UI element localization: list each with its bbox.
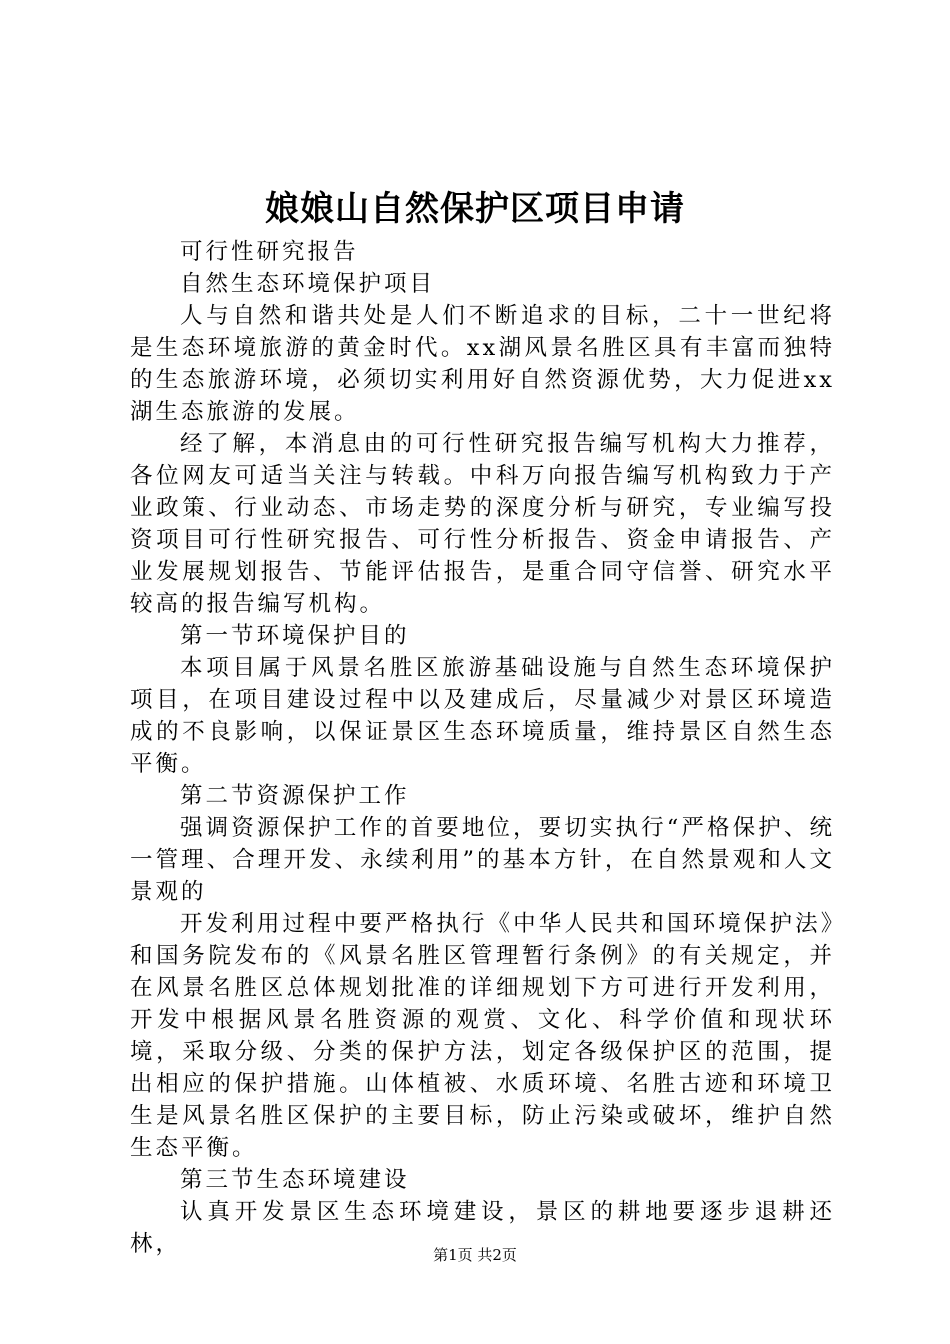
section-heading-3: 第三节生态环境建设	[180, 1167, 410, 1193]
paragraph-section-3: 认真开发景区生态环境建设，景区的耕地要逐步退耕还林，	[130, 1199, 835, 1257]
section-heading-2: 第二节资源保护工作	[180, 783, 410, 809]
section-heading-1: 第一节环境保护目的	[180, 623, 410, 649]
paragraph-section-2a: 强调资源保护工作的首要地位，要切实执行“严格保护、统一管理、合理开发、永续利用”的基本方针，在自然景观和人文景观的	[130, 815, 835, 905]
document-title: 娘娘山自然保护区项目申请	[265, 189, 685, 229]
paragraph-section-1: 本项目属于风景名胜区旅游基础设施与自然生态环境保护项目，在项目建设过程中以及建成后，尽量减少对景区环境造成的不良影响，以保证景区生态环境质量，维持景区自然生态平衡。	[130, 655, 835, 777]
document-body	[130, 236, 835, 1260]
page-footer: 第1页 共2页	[433, 1246, 517, 1264]
paragraph-section-2b: 开发利用过程中要严格执行《中华人民共和国环境保护法》和国务院发布的《风景名胜区管理暂行条例》的有关规定，并在风景名胜区总体规划批准的详细规划下方可进行开发利用，开发中根据风景名胜资源的观赏、文化、科学价值和现状环境，采取分级、分类的保护方法，划定各级保护区的范围，提出相应的保护措施。山体植被、水质环境、名胜古迹和环境卫生是风景名胜区保护的主要目标，防止污染或破坏，维护自然生态平衡。	[130, 911, 835, 1161]
paragraph-agency: 经了解，本消息由的可行性研究报告编写机构大力推荐，各位网友可适当关注与转载。中科万向报告编写机构致力于产业政策、行业动态、市场走势的深度分析与研究，专业编写投资项目可行性研究报告、可行性分析报告、资金申请报告、产业发展规划报告、节能评估报告，是重合同守信誉、研究水平较高的报告编写机构。	[130, 431, 835, 617]
paragraph-intro: 人与自然和谐共处是人们不断追求的目标，二十一世纪将是生态环境旅游的黄金时代。xx湖风景名胜区具有丰富而独特的生态旅游环境，必须切实利用好自然资源优势，大力促进xx湖生态旅游的发展。	[130, 303, 835, 425]
paragraph-subtitle-1: 可行性研究报告	[180, 239, 359, 265]
paragraph-subtitle-2: 自然生态环境保护项目	[180, 271, 436, 297]
